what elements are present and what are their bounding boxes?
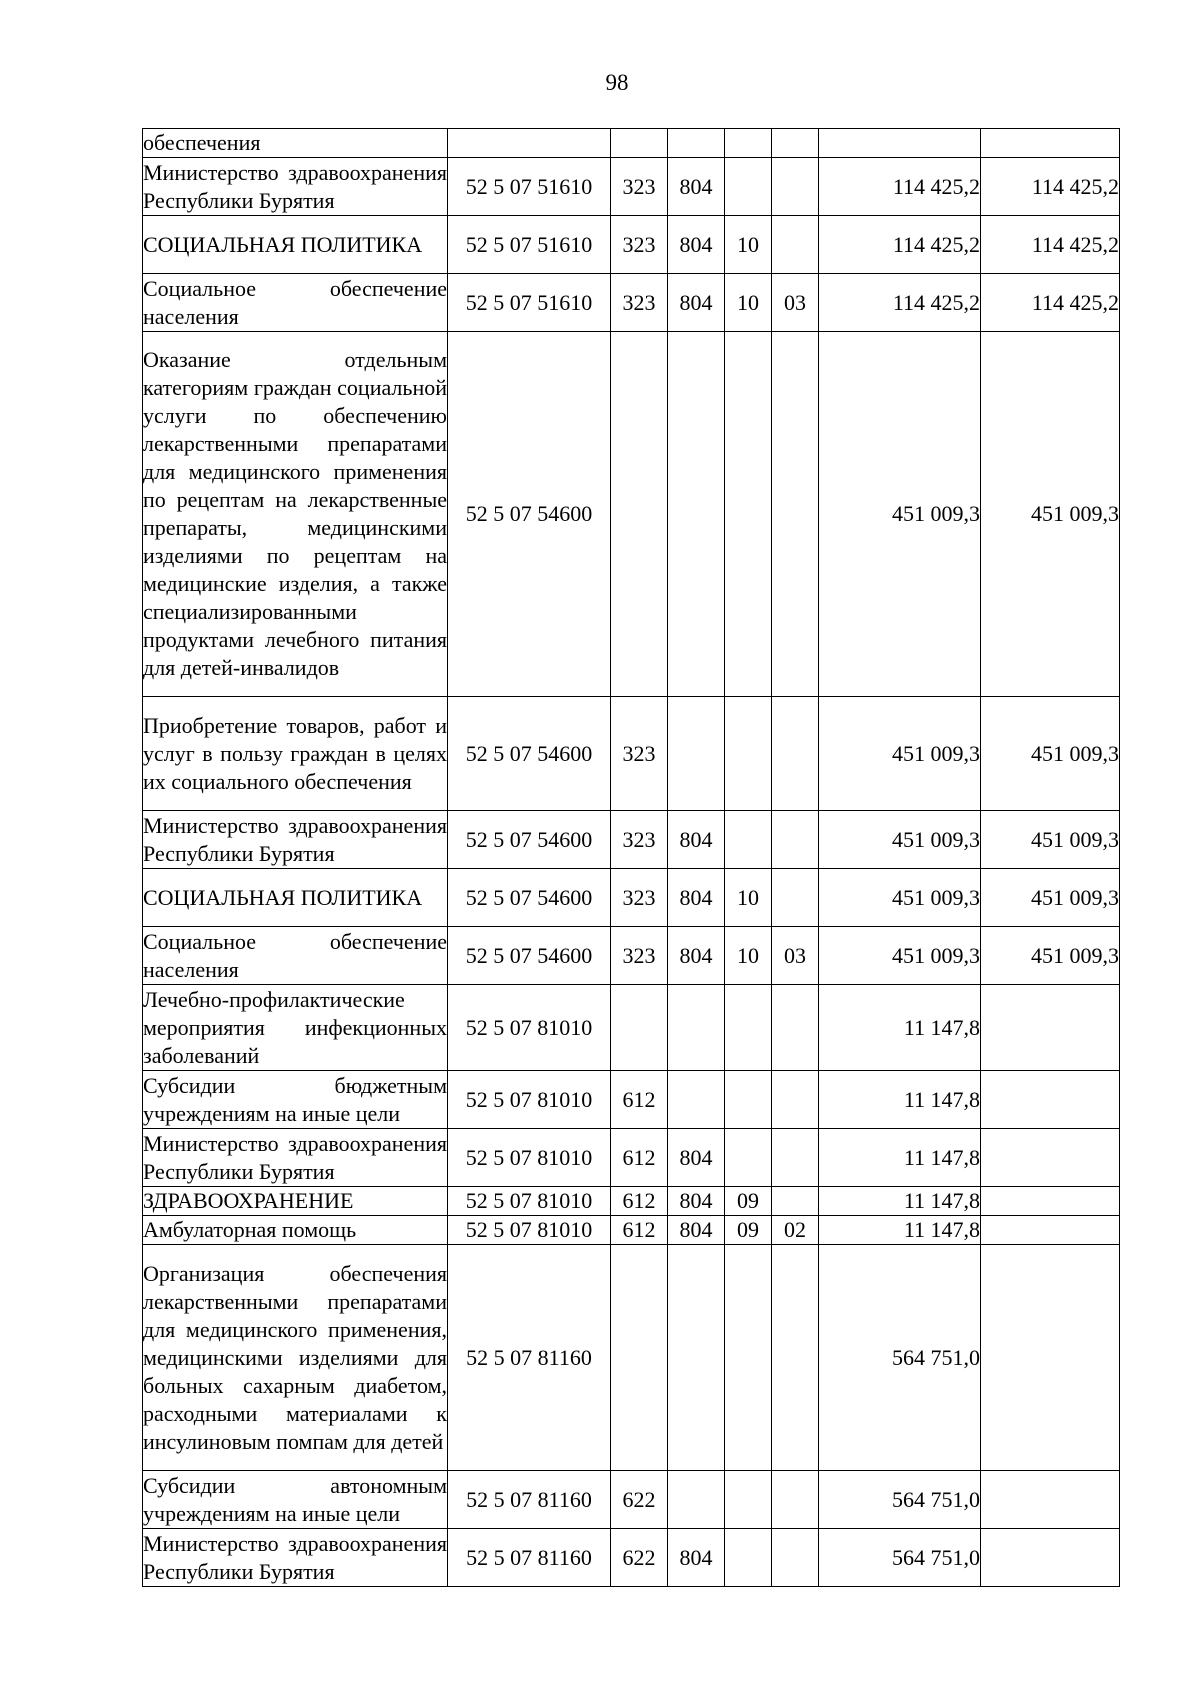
section-cell <box>725 1529 772 1587</box>
section-cell: 09 <box>725 1187 772 1216</box>
expense-type-cell <box>611 129 668 158</box>
expense-type-cell: 323 <box>611 869 668 927</box>
table-row <box>143 1471 1120 1529</box>
expense-type-cell: 612 <box>611 1216 668 1245</box>
table-row <box>143 274 1120 332</box>
row-name-cell: СОЦИАЛЬНАЯ ПОЛИТИКА <box>143 869 448 927</box>
target-code-cell: 52 5 07 54600 <box>448 869 611 927</box>
row-name-cell: Министерство здравоохранения Республики Бурятия <box>143 1129 448 1187</box>
amount-second-cell <box>981 985 1120 1071</box>
expense-type-cell: 612 <box>611 1129 668 1187</box>
expense-type-cell: 323 <box>611 274 668 332</box>
amount-cell: 114 425,2 <box>819 274 981 332</box>
expense-type-cell: 323 <box>611 811 668 869</box>
amount-cell: 11 147,8 <box>819 985 981 1071</box>
table-row <box>143 129 1120 158</box>
expense-type-cell <box>611 1245 668 1471</box>
section-cell: 10 <box>725 274 772 332</box>
budget-table-body <box>143 129 1120 1587</box>
section-cell <box>725 129 772 158</box>
subsection-cell: 02 <box>772 1216 819 1245</box>
amount-cell: 114 425,2 <box>819 158 981 216</box>
section-cell <box>725 697 772 811</box>
table-row <box>143 1129 1120 1187</box>
ministry-code-cell: 804 <box>668 1129 725 1187</box>
table-row <box>143 158 1120 216</box>
table-row <box>143 1216 1120 1245</box>
ministry-code-cell: 804 <box>668 811 725 869</box>
ministry-code-cell: 804 <box>668 927 725 985</box>
expense-type-cell: 323 <box>611 927 668 985</box>
table-row <box>143 332 1120 697</box>
amount-second-cell <box>981 1471 1120 1529</box>
amount-cell: 451 009,3 <box>819 332 981 697</box>
amount-cell: 11 147,8 <box>819 1187 981 1216</box>
row-name-cell: обеспечения <box>143 129 448 158</box>
table-row <box>143 1245 1120 1471</box>
amount-cell: 11 147,8 <box>819 1071 981 1129</box>
section-cell <box>725 1071 772 1129</box>
target-code-cell: 52 5 07 54600 <box>448 332 611 697</box>
ministry-code-cell: 804 <box>668 274 725 332</box>
table-row <box>143 985 1120 1071</box>
amount-second-cell: 451 009,3 <box>981 927 1120 985</box>
subsection-cell <box>772 869 819 927</box>
amount-cell: 451 009,3 <box>819 869 981 927</box>
section-cell <box>725 332 772 697</box>
subsection-cell <box>772 985 819 1071</box>
ministry-code-cell <box>668 1071 725 1129</box>
row-name-cell: Амбулаторная помощь <box>143 1216 448 1245</box>
row-name-cell: ЗДРАВООХРАНЕНИЕ <box>143 1187 448 1216</box>
target-code-cell: 52 5 07 81010 <box>448 1129 611 1187</box>
target-code-cell <box>448 129 611 158</box>
subsection-cell: 03 <box>772 274 819 332</box>
expense-type-cell: 622 <box>611 1529 668 1587</box>
target-code-cell: 52 5 07 81160 <box>448 1471 611 1529</box>
subsection-cell <box>772 1071 819 1129</box>
ministry-code-cell: 804 <box>668 1216 725 1245</box>
subsection-cell <box>772 1471 819 1529</box>
amount-second-cell: 451 009,3 <box>981 811 1120 869</box>
ministry-code-cell: 804 <box>668 1187 725 1216</box>
expense-type-cell: 612 <box>611 1071 668 1129</box>
amount-second-cell <box>981 1216 1120 1245</box>
amount-cell: 451 009,3 <box>819 697 981 811</box>
page-number: 98 <box>605 70 629 95</box>
expense-type-cell <box>611 332 668 697</box>
row-name-cell: Оказание отдельным категориям граждан социальной услуги по обеспечению лекарственными препаратами для медицинского применения по рецептам на лекарственные препараты, медицинскими изделиями по рецептам на медицинские изделия, а также специализированными продуктами лечебного питания для детей-инвалидов <box>143 332 448 697</box>
expense-type-cell: 323 <box>611 697 668 811</box>
target-code-cell: 52 5 07 81010 <box>448 1216 611 1245</box>
target-code-cell: 52 5 07 54600 <box>448 811 611 869</box>
amount-cell: 564 751,0 <box>819 1471 981 1529</box>
ministry-code-cell <box>668 985 725 1071</box>
amount-cell: 451 009,3 <box>819 811 981 869</box>
ministry-code-cell: 804 <box>668 869 725 927</box>
section-cell: 10 <box>725 927 772 985</box>
amount-second-cell <box>981 1071 1120 1129</box>
amount-cell: 564 751,0 <box>819 1529 981 1587</box>
section-cell: 09 <box>725 1216 772 1245</box>
amount-cell: 114 425,2 <box>819 216 981 274</box>
row-name-cell: СОЦИАЛЬНАЯ ПОЛИТИКА <box>143 216 448 274</box>
subsection-cell <box>772 1129 819 1187</box>
section-cell <box>725 985 772 1071</box>
row-name-cell: Организация обеспечения лекарственными препаратами для медицинского применения, медицинскими изделиями для больных сахарным диабетом, расходными материалами к инсулиновым помпам для детей <box>143 1245 448 1471</box>
target-code-cell: 52 5 07 81160 <box>448 1245 611 1471</box>
ministry-code-cell: 804 <box>668 216 725 274</box>
table-row <box>143 869 1120 927</box>
row-name-cell: Социальное обеспечение населения <box>143 274 448 332</box>
amount-second-cell <box>981 1129 1120 1187</box>
amount-second-cell: 451 009,3 <box>981 697 1120 811</box>
target-code-cell: 52 5 07 81010 <box>448 1071 611 1129</box>
section-cell <box>725 1471 772 1529</box>
table-row <box>143 811 1120 869</box>
amount-cell: 11 147,8 <box>819 1129 981 1187</box>
subsection-cell <box>772 811 819 869</box>
row-name-cell: Субсидии бюджетным учреждениям на иные цели <box>143 1071 448 1129</box>
expense-type-cell: 323 <box>611 158 668 216</box>
amount-second-cell: 114 425,2 <box>981 274 1120 332</box>
expense-type-cell <box>611 985 668 1071</box>
target-code-cell: 52 5 07 54600 <box>448 927 611 985</box>
target-code-cell: 52 5 07 81010 <box>448 1187 611 1216</box>
amount-second-cell: 114 425,2 <box>981 158 1120 216</box>
row-name-cell: Лечебно-профилактические мероприятия инфекционных заболеваний <box>143 985 448 1071</box>
table-row <box>143 216 1120 274</box>
target-code-cell: 52 5 07 51610 <box>448 216 611 274</box>
subsection-cell <box>772 216 819 274</box>
expense-type-cell: 612 <box>611 1187 668 1216</box>
section-cell <box>725 811 772 869</box>
table-row <box>143 1071 1120 1129</box>
ministry-code-cell: 804 <box>668 1529 725 1587</box>
section-cell <box>725 1245 772 1471</box>
subsection-cell <box>772 697 819 811</box>
expense-type-cell: 323 <box>611 216 668 274</box>
ministry-code-cell <box>668 332 725 697</box>
target-code-cell: 52 5 07 51610 <box>448 274 611 332</box>
ministry-code-cell: 804 <box>668 158 725 216</box>
row-name-cell: Приобретение товаров, работ и услуг в пользу граждан в целях их социального обеспечения <box>143 697 448 811</box>
subsection-cell <box>772 332 819 697</box>
target-code-cell: 52 5 07 51610 <box>448 158 611 216</box>
table-row <box>143 1529 1120 1587</box>
amount-second-cell: 451 009,3 <box>981 869 1120 927</box>
expense-type-cell: 622 <box>611 1471 668 1529</box>
subsection-cell <box>772 1245 819 1471</box>
subsection-cell <box>772 129 819 158</box>
row-name-cell: Социальное обеспечение населения <box>143 927 448 985</box>
ministry-code-cell <box>668 129 725 158</box>
table-row <box>143 697 1120 811</box>
target-code-cell: 52 5 07 81160 <box>448 1529 611 1587</box>
amount-second-cell: 451 009,3 <box>981 332 1120 697</box>
ministry-code-cell <box>668 697 725 811</box>
ministry-code-cell <box>668 1471 725 1529</box>
row-name-cell: Субсидии автономным учреждениям на иные цели <box>143 1471 448 1529</box>
row-name-cell: Министерство здравоохранения Республики Бурятия <box>143 158 448 216</box>
subsection-cell <box>772 158 819 216</box>
ministry-code-cell <box>668 1245 725 1471</box>
amount-cell: 11 147,8 <box>819 1216 981 1245</box>
amount-second-cell <box>981 1187 1120 1216</box>
row-name-cell: Министерство здравоохранения Республики Бурятия <box>143 1529 448 1587</box>
subsection-cell <box>772 1529 819 1587</box>
amount-cell: 564 751,0 <box>819 1245 981 1471</box>
amount-second-cell <box>981 129 1120 158</box>
section-cell: 10 <box>725 869 772 927</box>
subsection-cell <box>772 1187 819 1216</box>
budget-table <box>142 128 1120 1587</box>
amount-cell: 451 009,3 <box>819 927 981 985</box>
subsection-cell: 03 <box>772 927 819 985</box>
target-code-cell: 52 5 07 81010 <box>448 985 611 1071</box>
row-name-cell: Министерство здравоохранения Республики Бурятия <box>143 811 448 869</box>
table-row <box>143 927 1120 985</box>
table-row <box>143 1187 1120 1216</box>
amount-second-cell <box>981 1529 1120 1587</box>
amount-second-cell: 114 425,2 <box>981 216 1120 274</box>
section-cell: 10 <box>725 216 772 274</box>
section-cell <box>725 1129 772 1187</box>
section-cell <box>725 158 772 216</box>
target-code-cell: 52 5 07 54600 <box>448 697 611 811</box>
amount-second-cell <box>981 1245 1120 1471</box>
amount-cell <box>819 129 981 158</box>
